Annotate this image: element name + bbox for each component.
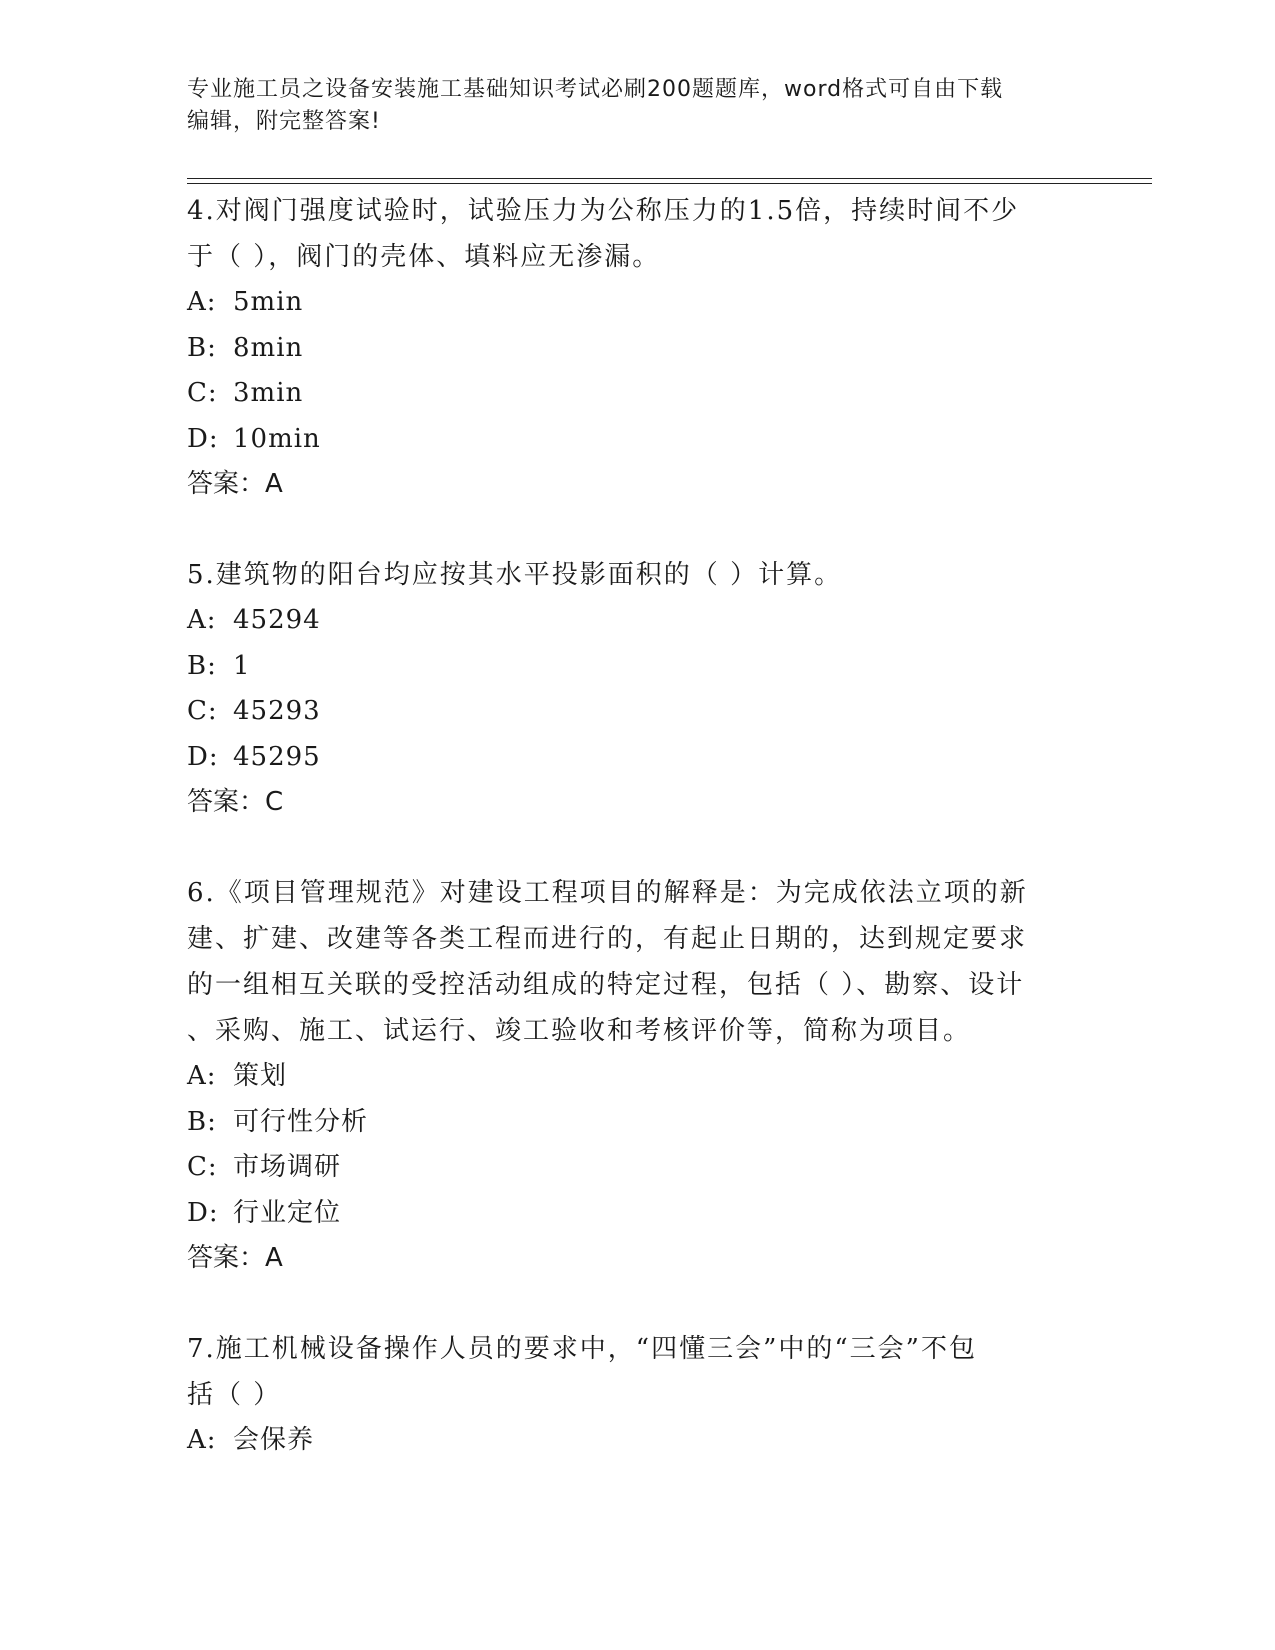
option-b [187,1100,1087,1146]
option-key: C: [187,696,218,726]
question-stem-line: 括（ ） [187,1380,282,1410]
option-key: A: [187,1425,217,1455]
answer-line: 答案：A [187,1243,283,1273]
option-b [187,326,1087,372]
option-a [187,280,1087,326]
header-divider-bottom [187,183,1152,184]
answer-line: 答案：C [187,787,284,817]
option-key: D: [187,1197,219,1228]
document-header [187,74,1067,138]
option-a [187,598,1087,644]
option-text: 45294 [233,605,321,635]
option-text: 8min [233,332,304,363]
question-stem-line: 于（ ），阀门的壳体、填料应无渗漏。 [187,242,661,272]
option-key: C: [187,378,218,408]
header-divider-top [187,178,1152,179]
question-stem-line: 4.对阀门强度试验时，试验压力为公称压力的1.5倍，持续时间不少 [187,196,1020,226]
question-stem-line: 5.建筑物的阳台均应按其水平投影面积的（ ）计算。 [187,560,843,590]
question-stem-line: 、采购、施工、试运行、竣工验收和考核评价等，简称为项目。 [187,1016,972,1046]
option-text: 45293 [233,696,321,726]
option-key: C: [187,1152,218,1182]
answer-line: 答案：A [187,469,283,499]
option-text: 行业定位 [233,1197,342,1228]
option-text: 1 [233,650,251,681]
option-key: B: [187,332,217,363]
option-text: 45295 [233,741,321,772]
header-line-2: 编辑，附完整答案! [187,109,381,134]
header-line-1: 专业施工员之设备安装施工基础知识考试必刷200题题库，word格式可自由下载 [187,77,1004,102]
option-key: A: [187,287,217,317]
option-b [187,644,1087,690]
option-text: 可行性分析 [233,1106,369,1137]
option-c [187,689,1087,735]
question-gap [187,1281,1087,1326]
option-text: 3min [233,378,304,408]
option-c [187,1145,1087,1191]
question-stem-line: 6.《项目管理规范》对建设工程项目的解释是：为完成依法立项的新 [187,878,1028,908]
question-gap [187,825,1087,870]
question-list [187,188,1087,1464]
option-key: A: [187,1061,217,1091]
question-gap [187,507,1087,552]
option-text: 会保养 [233,1425,315,1455]
option-d [187,1191,1087,1237]
option-text: 10min [233,423,321,454]
option-key: B: [187,650,217,681]
question-stem-line: 建、扩建、改建等各类工程而进行的，有起止日期的，达到规定要求 [187,924,1028,954]
question-stem-line: 的一组相互关联的受控活动组成的特定过程，包括（ ）、勘察、设计 [187,970,1025,1000]
option-text: 5min [233,287,304,317]
option-key: A: [187,605,217,635]
question-7 [187,1326,1087,1464]
question-4 [187,188,1087,507]
question-stem-line: 7.施工机械设备操作人员的要求中，“四懂三会”中的“三会”不包 [187,1334,977,1364]
option-c [187,371,1087,417]
option-key: D: [187,741,219,772]
question-5 [187,552,1087,825]
option-a [187,1418,1087,1464]
option-a [187,1054,1087,1100]
option-text: 策划 [233,1061,288,1091]
option-d [187,735,1087,781]
option-key: B: [187,1106,217,1137]
option-d [187,417,1087,463]
question-6 [187,870,1087,1281]
option-key: D: [187,423,219,454]
option-text: 市场调研 [233,1152,342,1182]
